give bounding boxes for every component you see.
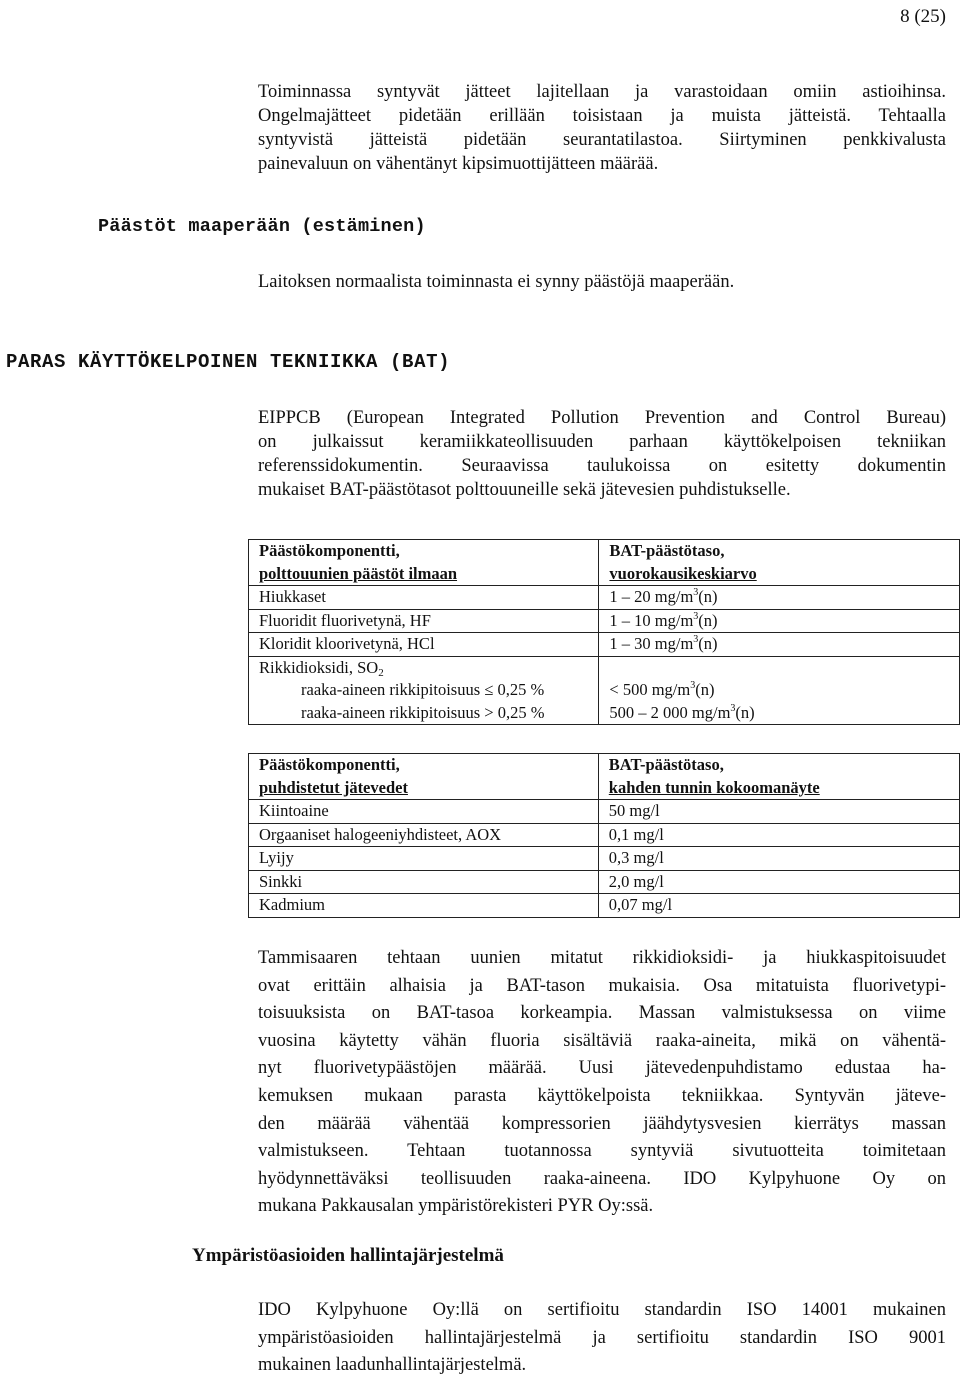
text-line: Toiminnassa syntyvät jätteet lajitellaan ja varastoidaan omiin astioihinsa.: [258, 82, 946, 102]
table-row-so2: [249, 656, 960, 725]
soil-heading: Päästöt maaperään (estäminen): [98, 216, 426, 237]
table-row: [249, 800, 960, 824]
table-row: [249, 847, 960, 871]
table-header-level: BAT-päästötaso, vuorokausikeskiarvo: [599, 540, 960, 586]
table-row: [249, 894, 960, 918]
table-cell-value: 0,1 mg/l: [598, 823, 959, 847]
table-cell-value: < 500 $mg/m^3(n)$ 500 – 2 000 $mg/m^3(n)$: [599, 656, 960, 725]
text-line: mukaiset BAT-päästötasot polttouuneille sekä jätevesien puhdistukselle.: [258, 480, 791, 500]
table-header-component: Päästökomponentti, polttouunien päästöt ilmaan: [249, 540, 599, 586]
text-line: Laitoksen normaalista toiminnasta ei synny päästöjä maaperään.: [258, 272, 735, 292]
ems-heading: Ympäristöasioiden hallintajärjestelmä: [192, 1245, 504, 1266]
text-line: referenssidokumentin. Seuraavissa taulukoissa on esitetty dokumentin: [258, 456, 946, 476]
table-cell-component: Kloridit kloorivetynä, HCl: [249, 633, 599, 657]
text-line: ovat erittäin alhaisia ja BAT-tason mukaisia. Osa mitatuista fluorivetypi-: [258, 975, 946, 996]
text-line: toisuuksista on BAT-tasoa korkeampia. Massan valmistuksessa on viime: [258, 1003, 946, 1024]
table-row: [249, 870, 960, 894]
table-header-row: [249, 754, 960, 800]
table-row: [249, 823, 960, 847]
table-cell-value: 1 – 30 $mg/m^3(n)$: [599, 633, 960, 657]
bat-paragraph: [258, 406, 946, 502]
table-cell-component: Fluoridit fluorivetynä, HF: [249, 609, 599, 633]
table-cell-component: Kiintoaine: [249, 800, 599, 824]
table-row: [249, 633, 960, 657]
text-line: mukainen laadunhallintajärjestelmä.: [258, 1355, 527, 1375]
text-line: den määrää vähentää kompressorien jäähdytysvesien kierrätys massan: [258, 1113, 946, 1134]
text-line: painevaluun on vähentänyt kipsimuottijätteen määrää.: [258, 154, 659, 174]
table-cell-value: 1 – 20 $mg/m^3(n)$: [599, 586, 960, 610]
bat-heading: PARAS KÄYTTÖKELPOINEN TEKNIIKKA (BAT): [6, 351, 451, 373]
table-cell-component: Lyijy: [249, 847, 599, 871]
text-line: EIPPCB (European Integrated Pollution Prevention and Control Bureau): [258, 408, 946, 428]
table-cell-component: Kadmium: [249, 894, 599, 918]
text-line: mukana Pakkausalan ympäristörekisteri PYR Oy:ssä.: [258, 1196, 654, 1217]
table-cell-value: 2,0 mg/l: [598, 870, 959, 894]
table-cell-component: Sinkki: [249, 870, 599, 894]
air-emissions-table: [248, 539, 960, 725]
text-line: ympäristöasioiden hallintajärjestelmä ja sertifioitu standardin ISO 9001: [258, 1327, 946, 1348]
table-cell-value: 0,3 mg/l: [598, 847, 959, 871]
text-line: Ongelmajätteet pidetään erillään toisistaan ja muista jätteistä. Tehtaalla: [258, 106, 946, 126]
table-cell-value: 0,07 mg/l: [598, 894, 959, 918]
table-row: [249, 586, 960, 610]
page-number: 8 (25): [900, 6, 946, 27]
waste-paragraph: [258, 80, 946, 176]
table-cell-component: Hiukkaset: [249, 586, 599, 610]
text-line: valmistukseen. Tehtaan tuotannossa syntyviä sivutuotteita toimitetaan: [258, 1141, 946, 1162]
table-cell-value: 50 mg/l: [598, 800, 959, 824]
table-cell-component: Orgaaniset halogeeniyhdisteet, AOX: [249, 823, 599, 847]
text-line: syntyvistä jätteistä pidetään seurantatilastoa. Siirtyminen penkkivalusta: [258, 130, 946, 150]
table-header-row: [249, 540, 960, 586]
table-header-level: BAT-päästötaso, kahden tunnin kokoomanäyte: [598, 754, 959, 800]
text-line: nyt fluorivetypäästöjen määrää. Uusi jätevedenpuhdistamo edustaa ha-: [258, 1058, 946, 1079]
text-line: kemuksen mukaan parasta käyttökelpoista tekniikkaa. Syntyvän jäteve-: [258, 1085, 946, 1106]
wastewater-table: [248, 753, 960, 918]
ems-paragraph: [258, 1297, 946, 1380]
text-line: vuosina käytetty vähän fluoria sisältäviä raaka-aineita, mikä on vähentä-: [258, 1030, 946, 1051]
table-cell-component: Rikkidioksidi, $SO_2$ raaka-aineen rikkipitoisuus ≤ 0,25 % raaka-aineen rikkipitoisuus > 0,25 %: [249, 656, 599, 725]
text-line: IDO Kylpyhuone Oy:llä on sertifioitu standardin ISO 14001 mukainen: [258, 1300, 946, 1320]
table-header-component: Päästökomponentti, puhdistetut jätevedet: [249, 754, 599, 800]
soil-paragraph: [258, 270, 946, 294]
table-row: [249, 609, 960, 633]
text-line: Tammisaaren tehtaan uunien mitatut rikkidioksidi- ja hiukkaspitoisuudet: [258, 948, 946, 968]
table-cell-value: 1 – 10 $mg/m^3(n)$: [599, 609, 960, 633]
text-line: hyödynnettäväksi teollisuuden raaka-aineena. IDO Kylpyhuone Oy on: [258, 1168, 946, 1189]
text-line: on julkaissut keramiikkateollisuuden parhaan käyttökelpoisen tekniikan: [258, 432, 946, 452]
assessment-paragraph: [258, 945, 946, 1221]
